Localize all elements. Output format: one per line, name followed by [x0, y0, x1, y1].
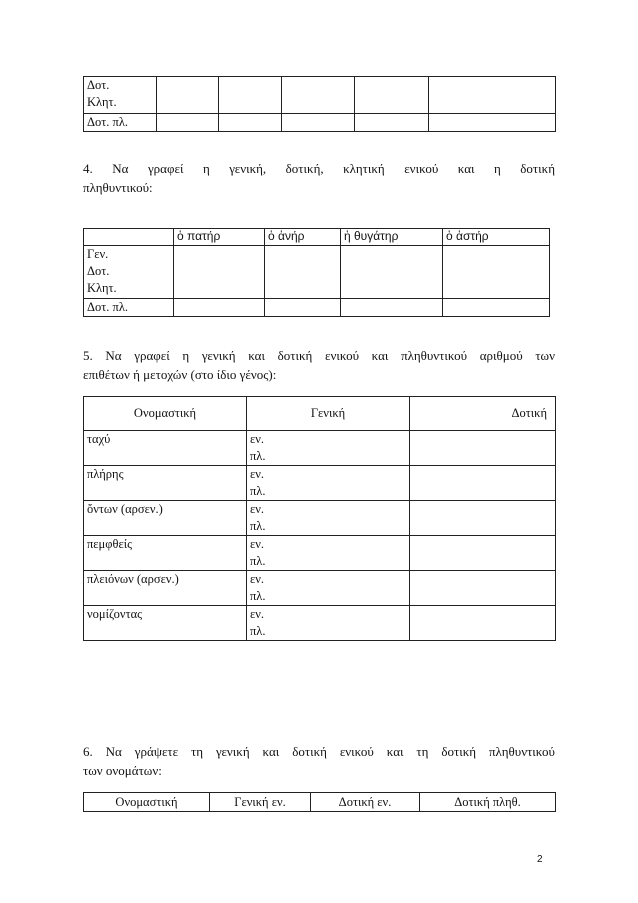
table-row — [84, 466, 556, 501]
answer-cell[interactable] — [174, 246, 265, 299]
answer-cell[interactable] — [282, 114, 355, 132]
table-row — [84, 571, 556, 606]
genitive-cell[interactable] — [247, 431, 410, 466]
answer-cell[interactable] — [282, 77, 355, 114]
answer-cell[interactable] — [341, 299, 443, 317]
case-label: Γεν. — [87, 247, 109, 261]
header-cell: ὁ ἀνήρ — [265, 229, 341, 246]
header-cell: Δοτική εν. — [311, 793, 420, 812]
answer-cell[interactable] — [429, 77, 556, 114]
number-label: πλ. — [250, 624, 266, 638]
number-label: εν. — [250, 432, 265, 446]
question-line: 5. Να γραφεί η γενική και δοτική ενικού και πληθυντικού αριθμού των — [83, 348, 555, 363]
question-4-text — [83, 159, 555, 197]
answer-cell[interactable] — [219, 77, 282, 114]
question-line: επιθέτων ή μετοχών (στο ίδιο γένος): — [83, 367, 277, 382]
question-6-table — [83, 792, 556, 812]
answer-cell[interactable] — [157, 77, 219, 114]
dative-cell[interactable] — [410, 431, 556, 466]
case-label: Δοτ. — [87, 78, 110, 92]
page-number: 2 — [537, 854, 543, 865]
question-line: πληθυντικού: — [83, 180, 153, 195]
row-label-cell: Δοτ. πλ. — [84, 114, 157, 132]
table-row — [84, 536, 556, 571]
header-cell: ἡ θυγάτηρ — [341, 229, 443, 246]
top-table — [83, 76, 556, 132]
case-label: Κλητ. — [87, 281, 117, 295]
question-6-text — [83, 742, 555, 780]
header-cell: ὁ ἀστήρ — [443, 229, 550, 246]
dative-cell[interactable] — [410, 501, 556, 536]
answer-cell[interactable] — [265, 299, 341, 317]
question-5-table — [83, 396, 556, 641]
nominative-cell: πλειόνων (αρσεν.) — [84, 571, 247, 606]
nominative-cell: πεμφθείς — [84, 536, 247, 571]
table-row — [84, 501, 556, 536]
number-label: εν. — [250, 607, 265, 621]
header-cell: Δοτική πληθ. — [420, 793, 556, 812]
header-cell: ὁ πατήρ — [174, 229, 265, 246]
table-row — [84, 606, 556, 641]
answer-cell[interactable] — [355, 77, 429, 114]
answer-cell[interactable] — [341, 246, 443, 299]
number-label: πλ. — [250, 519, 266, 533]
genitive-cell[interactable] — [247, 606, 410, 641]
number-label: εν. — [250, 572, 265, 586]
header-cell — [84, 229, 174, 246]
answer-cell[interactable] — [429, 114, 556, 132]
answer-cell[interactable] — [174, 299, 265, 317]
dative-cell[interactable] — [410, 536, 556, 571]
answer-cell[interactable] — [355, 114, 429, 132]
question-line: 4. Να γραφεί η γενική, δοτική, κλητική ενικού και η δοτική — [83, 161, 555, 176]
nominative-cell: ὄντων (αρσεν.) — [84, 501, 247, 536]
dative-cell[interactable] — [410, 606, 556, 641]
row-label-cell — [84, 77, 157, 114]
number-label: πλ. — [250, 449, 266, 463]
header-cell: Δοτική — [410, 397, 556, 431]
case-label: Κλητ. — [87, 95, 117, 109]
table-row — [84, 431, 556, 466]
row-label-cell — [84, 246, 174, 299]
answer-cell[interactable] — [443, 246, 550, 299]
question-line: 6. Να γράψετε τη γενική και δοτική ενικού και τη δοτική πληθυντικού — [83, 744, 555, 759]
genitive-cell[interactable] — [247, 571, 410, 606]
question-line: των ονομάτων: — [83, 763, 162, 778]
genitive-cell[interactable] — [247, 466, 410, 501]
header-cell: Ονομαστική — [84, 793, 210, 812]
genitive-cell[interactable] — [247, 536, 410, 571]
header-cell: Γενική εν. — [210, 793, 311, 812]
question-4-table — [83, 228, 550, 317]
answer-cell[interactable] — [219, 114, 282, 132]
dative-cell[interactable] — [410, 571, 556, 606]
header-cell: Ονομαστική — [84, 397, 247, 431]
number-label: εν. — [250, 537, 265, 551]
row-label-cell: Δοτ. πλ. — [84, 299, 174, 317]
number-label: πλ. — [250, 554, 266, 568]
answer-cell[interactable] — [443, 299, 550, 317]
header-cell: Γενική — [247, 397, 410, 431]
answer-cell[interactable] — [157, 114, 219, 132]
nominative-cell: ταχύ — [84, 431, 247, 466]
number-label: εν. — [250, 502, 265, 516]
case-label: Δοτ. — [87, 264, 110, 278]
nominative-cell: πλήρης — [84, 466, 247, 501]
question-5-text — [83, 346, 555, 384]
genitive-cell[interactable] — [247, 501, 410, 536]
number-label: εν. — [250, 467, 265, 481]
nominative-cell: νομίζοντας — [84, 606, 247, 641]
number-label: πλ. — [250, 484, 266, 498]
dative-cell[interactable] — [410, 466, 556, 501]
number-label: πλ. — [250, 589, 266, 603]
answer-cell[interactable] — [265, 246, 341, 299]
question-5-rows — [84, 431, 556, 641]
